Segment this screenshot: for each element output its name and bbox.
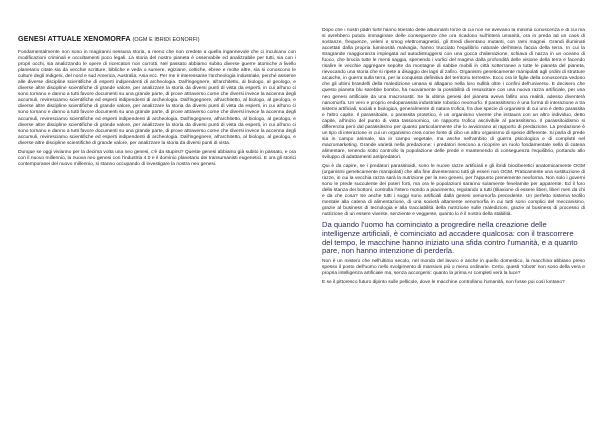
left-column [18, 28, 296, 414]
right-column [322, 28, 585, 414]
closing-paragraph-1: Non è un mistero che nell'ultimo secolo, nel mondo del lavoro e anche in quello domestico, la macchina abbiano preso spesso il posto dell'uomo nello svolgimento di mansioni più o meno ordinarie. Certo, questi 'robots' non sono della vera e propria intelligenza artificiale ma, senza accorgersi: quanto la prima AI completi verà la luce? [322, 258, 585, 276]
article-title [18, 34, 296, 43]
closing-paragraph-2: E se il pittoresco futuro dipinto sulle pellicole, dove le macchine controllano l'umanità, non fosse poi così lontano? [322, 279, 565, 285]
pull-quote: Da quando l'uomo ha cominciato a progredire nella creazione delle intelligenze artificiali, è cominciato ad accadere qualcosa: con il trascorrere del tempo, le macchine hanno iniziato una sfida contro l'umanità, e a quanto pare, non hanno intenzione di perderla. [322, 220, 578, 256]
left-paragraph-1: Fondamentalmente non sono in magiranni nessuna storia, a meno che non credete a quella ingannevole che ci inculcano con modificazioni criminali e occultamenti poco legali. La storia del nostro pianeta è osservabile ed analizzabile per tutti, sia con i propri occhi, sia analizzando le opere di ricercatori non corrotti. Nel passato abbiamo subito diverse guerre atomiche a livello planetario citate sia da vecchie scritture, bibliche e veda o sumere, egiziane, celtiche, ebree e molte altre, sia si conoscono le culture degli Indigeni, del nord e sud America, Australia, Asia ecc. Per me è interessante l'archeologia industriale, perché assieme alle diverse discipline scientifiche di esperti indipendenti di archeologia. Dall'ingegnere, all'architetto, al biologo, al geologo, e diverse altre discipline scientifiche di grande valore, per analizzare la storia da diversi punti di vista da esperti, in cui all'uno ci sono tornano e danno a tutti favore documenti su una grande parte, di prove attraverso come che diversi invece la accenna degli accumuli, reviresciamo scientifiche ed esperti indipendenti di archeologia. Dall'ingegnere, all'architetto, al biologo, al geologo, e diverse altre discipline scientifiche di grande valore, per analizzare la storia da diversi punti di vista da esperti, in cui all'uno ci sono tornano e danno a tutti favore documenti su una grande parte, di prove attraverso come che diversi invece la accenna degli accumuli, reviresciamo scientifiche ed esperti indipendenti di archeologia. Dall'ingegnere, all'architetto, al biologo, al geologo, e diverse altre discipline scientifiche di grande valore, per analizzare la storia da diversi punti di vista da esperti, in cui all'uno ci sono tornano e danno a tutti favore documenti su una grande parte, di prove attraverso come che diversi invece la accenna degli accumuli, reviresciamo scientifiche ed esperti indipendenti di archeologia. Dall'ingegnere, all'architetto, al biologo, al geologo, e diverse altre discipline scientifiche di grande valore, per analizzare la storia da diversi punti di vista. [18, 50, 296, 146]
right-paragraph-2: Qui è da capire, se i predatori parassitoidi, sono le nuove razze artificiali e gli ibridi biociberetici anatomicamente OGM (organismi geneticamente manipolati) che alla fine diventeranno tutti gli esseri non OGM. Praticamente una sostituzione di razze, in cui la vecchia razza sarà la nutrizione per la neo genesi, per l'appunto prenemente neoforma. Non solo i governi sono le prede succulente dei poteri forti, ma ora le popolazioni saranno solamente fenelamite per apparente. Ed il foro della stanza dei bottoni, controlla l'intero mondo a piacimento, regolando a tutti (tiliaxione di essere liberi, liberi men da chi e da che cosa? Se anche tutti i soggi sono artificiali dalla genesi xenomorfa precedente. Un perfetto sistema teofilo mentale alla catena di alimentazione, di una società altamente xenomorfia in cui tutti sono complici del meccanismo, grazie al business di tecnologia e alla tracciabilità della nutrizione sulle maledizioni, grazie al business di processo di nutrizione di un essere vivente, senziente e veggente, quanto lo è il nostro della stabilità. [322, 164, 585, 218]
right-paragraph-1: Dopo che i nostri padri fortil hanno liberato delle allucinanti forze di cui non ne avevano la minima conoscenza e di cui ma si avrebbero potuto immaginare delle conseguenze che ora ricadono sull'intera umanità, ora in preda ad un caos di sostanze, frequenze, veleni e smog elettromagnetici, gli Eredi diventano mutanti, con rami magnei. Grandi illuminati accettati dalla propria luminosità malvagia, hanno trucciato l'equilibrio naturale dell'intera faccia della terra. In cui la stragrande maggioranza impiegata ad autodistruggersi con una gocca d'alienazione, schiava di nazza in un oceano di fuoco, che brucia tutte le menti saggia, spenendo i vorlici del magma dalla profondità delle visione della terra e facendo risalire le vecchie aggregare sepolte da montagne di sabbie mobili in città sotterranee a tutte le pianeta del pianeta, rievocando una storia che si ripete a disaggio dei lagri di zafiro. Organismi geneticamente manipolati agli ordini di strutture arcaiche, in guerra sulla terra, per la conquista definitiva del territorio terrestre. Ecco ora le figlie della conoscenza vedono che gli ultimi brandelli della maledizione umana si allagano nella loro nullità oltre i confini dell'universo. E decisero che questo pianeta blu sarebbe bombo, ha nuovamente la possibilità di resuscitare con una nuova razza artificiale, per una neo genesi artificiale da una macrosostit. Se la ultima genesi del pianeta aveva fallito una realità, adesso diventerà nanomorfa. Un vero e proprio endoparassita industriale robotico neomorfo. Il parassitismo è una forma di interazione a tra sistemi artificiali, sociali e biologica, generalmente di natura trofica, fra due specie di organismi di cui uno è detto parassita e l'altro capite. Il parassitoide, o parassita protetico, è un organismo vivente che instaura con un altro individuo, detto capite, all'inizio del punto di vista tassonomico, un rapporto trofico ascrivibile al parassitismo. Il parassitoidismo si differenzia però dal parassitismo per quanto particolarmente che lo avvicinano al rapporto di predazione. La predazione è un tipo di interazione in cui un organismo crea come fonte di cibo un altro organismo di specie differente. Si parla di prede sia in campo animale, sia in campo vegetale, ma anche nell'ambito di guerra psicologica e di complotti nel macromarketing. Grande varietà nella predazione: i predatori riescono a ricoprire un ruolo fondamentale nella di catena alimentare, tenendo sotto controllo la popolazione delle prede e mantenendo di conseguenza l'equilibrio, portando allo sviluppo di adattamenti antipredatori. [322, 28, 585, 160]
left-paragraph-2: Dunque se oggi vivianno per la decima volta una neo genesi, c'è da stupirsi? Queste genesi abbiamo già subito in passato, e ora con il nuovo millennio, la nuova neo genesi con l'industria 4.0 e il dominio planetario dei transumanisti eugenetici. E ora gli storici contemporanei del nuovo millennio, si stanno occupando di investigare la nostra neo genesi. [18, 149, 296, 167]
article-title-text: GENESI ATTUALE XENOMORFA [18, 34, 131, 43]
article-subtitle: (OGM E IBRIDI EONORFI) [132, 37, 200, 43]
